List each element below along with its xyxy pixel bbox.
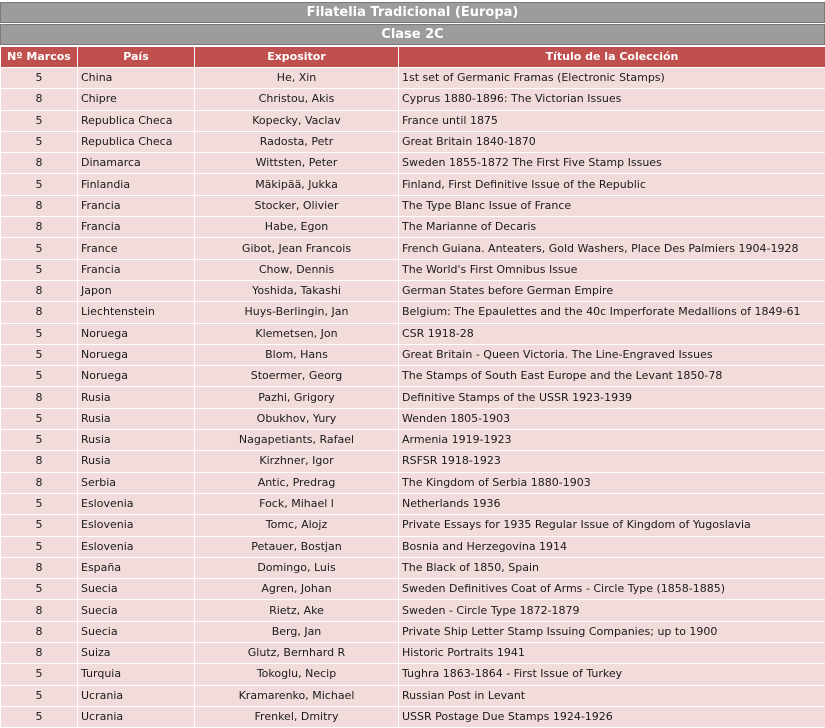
cell-titulo[interactable]: Sweden 1855-1872 The First Five Stamp Issues [399, 153, 825, 174]
cell-titulo[interactable]: CSR 1918-28 [399, 323, 825, 344]
cell-titulo[interactable]: Bosnia and Herzegovina 1914 [399, 536, 825, 557]
cell-expositor[interactable]: Pazhi, Grigory [195, 387, 399, 408]
cell-marcos[interactable]: 5 [1, 259, 78, 280]
table-row [1, 89, 825, 110]
cell-expositor[interactable]: Huys-Berlingin, Jan [195, 302, 399, 323]
cell-marcos[interactable]: 8 [1, 557, 78, 578]
cell-expositor[interactable]: Berg, Jan [195, 621, 399, 642]
table-row [1, 131, 825, 152]
cell-expositor[interactable]: Glutz, Bernhard R [195, 643, 399, 664]
table-row [1, 280, 825, 301]
table-row [1, 600, 825, 621]
cell-expositor[interactable]: Habe, Egon [195, 217, 399, 238]
cell-expositor[interactable]: Nagapetiants, Rafael [195, 430, 399, 451]
cell-pais[interactable]: France [78, 238, 195, 259]
cell-pais[interactable]: Ucrania [78, 685, 195, 706]
cell-expositor[interactable]: Frenkel, Dmitry [195, 706, 399, 727]
cell-expositor[interactable]: Tomc, Alojz [195, 515, 399, 536]
table-body [1, 68, 825, 728]
cell-expositor[interactable]: He, Xin [195, 68, 399, 89]
header-marcos[interactable]: Nº Marcos [1, 47, 78, 68]
cell-titulo[interactable]: French Guiana. Anteaters, Gold Washers, Place Des Palmiers 1904-1928 [399, 238, 825, 259]
cell-titulo[interactable]: Cyprus 1880-1896: The Victorian Issues [399, 89, 825, 110]
cell-titulo[interactable]: Russian Post in Levant [399, 685, 825, 706]
cell-expositor[interactable]: Wittsten, Peter [195, 153, 399, 174]
cell-expositor[interactable]: Obukhov, Yury [195, 408, 399, 429]
table-row [1, 323, 825, 344]
table-row [1, 195, 825, 216]
cell-pais[interactable]: Dinamarca [78, 153, 195, 174]
cell-expositor[interactable]: Klemetsen, Jon [195, 323, 399, 344]
cell-pais[interactable]: Chipre [78, 89, 195, 110]
table-row [1, 557, 825, 578]
table-row [1, 515, 825, 536]
cell-titulo[interactable]: The Type Blanc Issue of France [399, 195, 825, 216]
class-subtitle: Clase 2C [0, 24, 825, 45]
cell-pais[interactable]: Rusia [78, 387, 195, 408]
cell-expositor[interactable]: Fock, Mihael l [195, 493, 399, 514]
cell-titulo[interactable]: Armenia 1919-1923 [399, 430, 825, 451]
cell-titulo[interactable]: German States before German Empire [399, 280, 825, 301]
cell-titulo[interactable]: The Kingdom of Serbia 1880-1903 [399, 472, 825, 493]
table-row [1, 387, 825, 408]
cell-marcos[interactable]: 5 [1, 366, 78, 387]
cell-marcos[interactable]: 5 [1, 579, 78, 600]
cell-titulo[interactable]: Belgium: The Epaulettes and the 40c Imperforate Medallions of 1849-61 [399, 302, 825, 323]
cell-marcos[interactable]: 5 [1, 131, 78, 152]
table-row [1, 536, 825, 557]
cell-pais[interactable]: Suecia [78, 600, 195, 621]
cell-pais[interactable]: Eslovenia [78, 515, 195, 536]
cell-titulo[interactable]: The Stamps of South East Europe and the Levant 1850-78 [399, 366, 825, 387]
cell-pais[interactable]: Francia [78, 217, 195, 238]
cell-marcos[interactable]: 5 [1, 344, 78, 365]
cell-expositor[interactable]: Christou, Akis [195, 89, 399, 110]
cell-marcos[interactable]: 8 [1, 280, 78, 301]
table-row [1, 259, 825, 280]
cell-pais[interactable]: Suecia [78, 621, 195, 642]
cell-expositor[interactable]: Stoermer, Georg [195, 366, 399, 387]
table-row [1, 153, 825, 174]
cell-titulo[interactable]: Private Ship Letter Stamp Issuing Companies; up to 1900 [399, 621, 825, 642]
cell-titulo[interactable]: France until 1875 [399, 110, 825, 131]
cell-pais[interactable]: Eslovenia [78, 536, 195, 557]
table-row [1, 472, 825, 493]
cell-expositor[interactable]: Rietz, Ake [195, 600, 399, 621]
table-row [1, 493, 825, 514]
cell-marcos[interactable]: 5 [1, 174, 78, 195]
table-row [1, 174, 825, 195]
cell-pais[interactable]: Rusia [78, 430, 195, 451]
cell-titulo[interactable]: Finland, First Definitive Issue of the Republic [399, 174, 825, 195]
cell-pais[interactable]: España [78, 557, 195, 578]
cell-marcos[interactable]: 8 [1, 600, 78, 621]
cell-pais[interactable]: Japon [78, 280, 195, 301]
cell-pais[interactable]: Ucrania [78, 706, 195, 727]
cell-marcos[interactable]: 8 [1, 643, 78, 664]
cell-pais[interactable]: China [78, 68, 195, 89]
sheet-title: Filatelia Tradicional (Europa) [0, 2, 825, 23]
cell-titulo[interactable]: The Marianne of Decaris [399, 217, 825, 238]
cell-titulo[interactable]: 1st set of Germanic Framas (Electronic Stamps) [399, 68, 825, 89]
table-row [1, 430, 825, 451]
cell-expositor[interactable]: Gibot, Jean Francois [195, 238, 399, 259]
cell-marcos[interactable]: 5 [1, 68, 78, 89]
cell-marcos[interactable]: 8 [1, 195, 78, 216]
cell-marcos[interactable]: 5 [1, 323, 78, 344]
cell-marcos[interactable]: 5 [1, 515, 78, 536]
exhibitors-table [0, 46, 825, 728]
cell-marcos[interactable]: 8 [1, 153, 78, 174]
cell-titulo[interactable]: Tughra 1863-1864 - First Issue of Turkey [399, 664, 825, 685]
cell-marcos[interactable]: 8 [1, 451, 78, 472]
cell-pais[interactable]: Francia [78, 195, 195, 216]
cell-expositor[interactable]: Kramarenko, Michael [195, 685, 399, 706]
table-row [1, 68, 825, 89]
cell-expositor[interactable]: Tokoglu, Necip [195, 664, 399, 685]
cell-expositor[interactable]: Kirzhner, Igor [195, 451, 399, 472]
cell-pais[interactable]: Finlandia [78, 174, 195, 195]
table-row [1, 238, 825, 259]
cell-pais[interactable]: Eslovenia [78, 493, 195, 514]
cell-pais[interactable]: Suecia [78, 579, 195, 600]
cell-marcos[interactable]: 8 [1, 472, 78, 493]
cell-titulo[interactable]: RSFSR 1918-1923 [399, 451, 825, 472]
table-row [1, 302, 825, 323]
cell-titulo[interactable]: Historic Portraits 1941 [399, 643, 825, 664]
cell-marcos[interactable]: 8 [1, 89, 78, 110]
cell-marcos[interactable]: 8 [1, 217, 78, 238]
table-row [1, 664, 825, 685]
cell-expositor[interactable]: Mäkipää, Jukka [195, 174, 399, 195]
cell-expositor[interactable]: Kopecky, Vaclav [195, 110, 399, 131]
cell-pais[interactable]: Republica Checa [78, 110, 195, 131]
cell-pais[interactable]: Liechtenstein [78, 302, 195, 323]
cell-expositor[interactable]: Antic, Predrag [195, 472, 399, 493]
cell-marcos[interactable]: 5 [1, 664, 78, 685]
cell-expositor[interactable]: Blom, Hans [195, 344, 399, 365]
cell-marcos[interactable]: 5 [1, 493, 78, 514]
cell-marcos[interactable]: 5 [1, 706, 78, 727]
cell-titulo[interactable]: The World's First Omnibus Issue [399, 259, 825, 280]
table-row [1, 110, 825, 131]
cell-pais[interactable]: Rusia [78, 451, 195, 472]
cell-pais[interactable]: Noruega [78, 344, 195, 365]
cell-marcos[interactable]: 5 [1, 685, 78, 706]
cell-titulo[interactable]: Wenden 1805-1903 [399, 408, 825, 429]
cell-pais[interactable]: Suiza [78, 643, 195, 664]
cell-marcos[interactable]: 5 [1, 110, 78, 131]
header-expositor[interactable]: Expositor [195, 47, 399, 68]
cell-marcos[interactable]: 8 [1, 387, 78, 408]
cell-marcos[interactable]: 5 [1, 536, 78, 557]
table-row [1, 451, 825, 472]
cell-titulo[interactable]: Private Essays for 1935 Regular Issue of Kingdom of Yugoslavia [399, 515, 825, 536]
cell-pais[interactable]: Rusia [78, 408, 195, 429]
table-row [1, 217, 825, 238]
cell-marcos[interactable]: 5 [1, 238, 78, 259]
table-row [1, 344, 825, 365]
cell-expositor[interactable]: Yoshida, Takashi [195, 280, 399, 301]
cell-titulo[interactable]: USSR Postage Due Stamps 1924-1926 [399, 706, 825, 727]
cell-titulo[interactable]: Great Britain 1840-1870 [399, 131, 825, 152]
cell-expositor[interactable]: Petauer, Bostjan [195, 536, 399, 557]
table-row [1, 408, 825, 429]
cell-titulo[interactable]: Great Britain - Queen Victoria. The Line-Engraved Issues [399, 344, 825, 365]
cell-pais[interactable]: Serbia [78, 472, 195, 493]
table-row [1, 579, 825, 600]
cell-titulo[interactable]: The Black of 1850, Spain [399, 557, 825, 578]
table-row [1, 685, 825, 706]
cell-pais[interactable]: Noruega [78, 366, 195, 387]
cell-titulo[interactable]: Netherlands 1936 [399, 493, 825, 514]
cell-pais[interactable]: Francia [78, 259, 195, 280]
table-row [1, 706, 825, 727]
table-row [1, 366, 825, 387]
cell-marcos[interactable]: 5 [1, 408, 78, 429]
cell-expositor[interactable]: Radosta, Petr [195, 131, 399, 152]
header-pais[interactable]: País [78, 47, 195, 68]
cell-expositor[interactable]: Stocker, Olivier [195, 195, 399, 216]
cell-marcos[interactable]: 5 [1, 430, 78, 451]
cell-expositor[interactable]: Domingo, Luis [195, 557, 399, 578]
cell-pais[interactable]: Noruega [78, 323, 195, 344]
cell-expositor[interactable]: Chow, Dennis [195, 259, 399, 280]
cell-marcos[interactable]: 8 [1, 621, 78, 642]
cell-pais[interactable]: Republica Checa [78, 131, 195, 152]
header-titulo[interactable]: Título de la Colección [399, 47, 825, 68]
cell-marcos[interactable]: 8 [1, 302, 78, 323]
cell-titulo[interactable]: Sweden Definitives Coat of Arms - Circle Type (1858-1885) [399, 579, 825, 600]
table-row [1, 643, 825, 664]
table-header-row [1, 47, 825, 68]
cell-titulo[interactable]: Sweden - Circle Type 1872-1879 [399, 600, 825, 621]
cell-titulo[interactable]: Definitive Stamps of the USSR 1923-1939 [399, 387, 825, 408]
table-row [1, 621, 825, 642]
cell-pais[interactable]: Turquia [78, 664, 195, 685]
cell-expositor[interactable]: Agren, Johan [195, 579, 399, 600]
